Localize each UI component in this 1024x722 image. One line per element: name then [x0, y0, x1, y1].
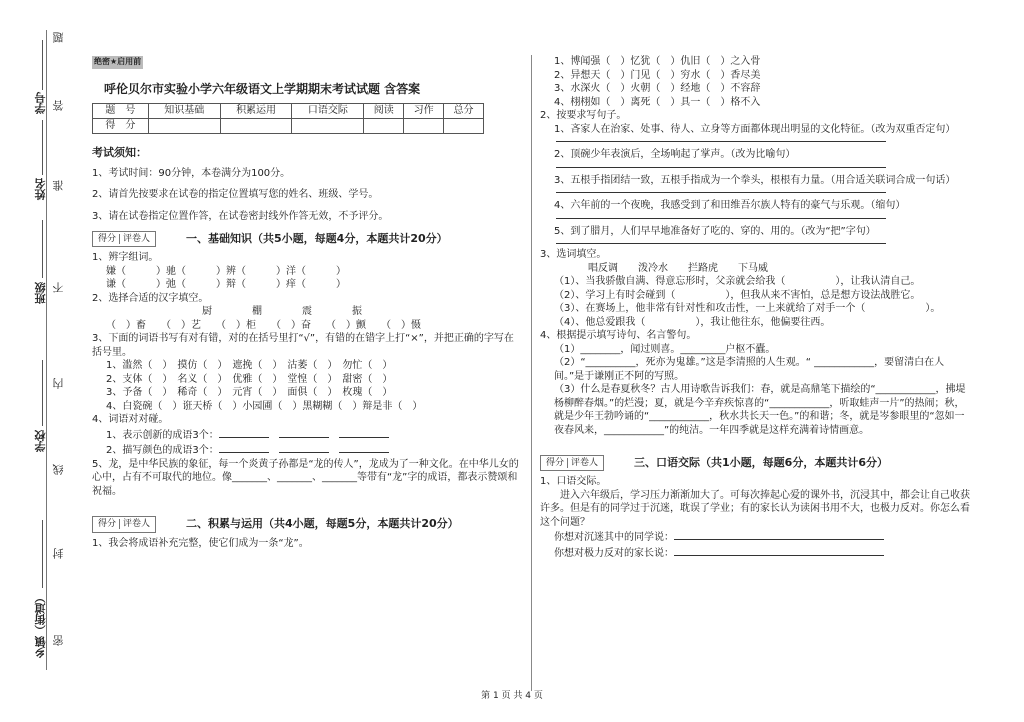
question-line: 厨 棚 震 振 — [202, 306, 362, 318]
score-cell[interactable] — [148, 118, 220, 133]
question-line: 4、词语对对碰。 — [92, 414, 169, 426]
notice-item: 1、考试时间：90分钟，本卷满分为100分。 — [92, 167, 291, 179]
secret-badge: 绝密★启用前 — [92, 56, 143, 69]
binding-margin — [0, 0, 80, 722]
township-label: 乡镇（街道） — [34, 592, 47, 658]
question-line: （4）、他总爱跟我（ ），我让他往东，他偏要往西。 — [554, 316, 831, 328]
class-label: 班级 — [34, 282, 47, 304]
answer-prompt: 你想对极力反对的家长说： — [540, 545, 972, 561]
section-header — [92, 231, 522, 247]
school-label: 学校 — [34, 430, 47, 452]
answer-line[interactable] — [556, 164, 886, 168]
word-bank: 唱反调 泼冷水 拦路虎 下马威 — [588, 262, 768, 274]
question-line: 3、予备（ ） 稀奇（ ） 元宵（ ） 面俱（ ） 枚瑰（ ） — [106, 387, 393, 399]
question-line: 1、滥然（ ） 摸仿（ ） 遮挽（ ） 沽萎（ ） 勿忙（ ） — [106, 360, 393, 372]
question-line: （ ）畜 （ ）艺 （ ）柜 （ ）奋 （ ）颤 （ ）慑 — [106, 319, 421, 331]
section-2-heading: 二、积累与运用（共4小题，每题5分，本题共计20分） — [186, 517, 459, 531]
seal-char: 线 — [52, 464, 65, 475]
seal-char: 题 — [52, 32, 65, 43]
seal-char: 准 — [52, 180, 65, 191]
question-line: 2、选择合适的汉字填空。 — [92, 292, 209, 304]
table-row — [93, 103, 484, 118]
table-header-cell: 总分 — [444, 103, 484, 118]
answer-prompt: 你想对沉迷其中的同学说： — [540, 529, 972, 545]
question-line: 1、表示创新的成语3个： — [92, 427, 522, 443]
answer-blank[interactable] — [674, 529, 884, 540]
township-line[interactable] — [42, 520, 43, 588]
question-line: 1、辨字组词。 — [92, 252, 159, 264]
class-line[interactable] — [42, 220, 43, 278]
question-line: 1、吝家人在治家、处事、待人、立身等方面都体现出明显的文化特征。（改为双重否定句） — [554, 123, 956, 135]
answer-blank[interactable] — [219, 442, 269, 453]
question-line: （1）________，闻过则喜。_________户枢不蠹。 — [554, 343, 776, 355]
seal-char: 密 — [52, 635, 65, 646]
table-header-cell: 知识基础 — [148, 103, 220, 118]
section-header — [92, 516, 522, 532]
score-cell[interactable] — [364, 118, 404, 133]
grader-box: 得分 评卷人 — [92, 516, 156, 532]
notice-heading: 考试须知： — [92, 145, 147, 159]
question-line: 3、选词填空。 — [540, 249, 607, 260]
score-table — [92, 103, 484, 134]
question-line: 2、描写颜色的成语3个： — [92, 442, 522, 458]
question-line: 2、异想天（ ）门见（ ）穷水（ ）香尽美 — [554, 69, 761, 81]
question-line: 1、博闻强（ ）忆犹（ ）仇旧（ ）之入骨 — [554, 56, 761, 67]
grader-box: 得分 评卷人 — [92, 231, 156, 247]
notice-item: 2、请首先按要求在试卷的指定位置填写您的姓名、班级、学号。 — [92, 189, 379, 201]
question-line: 5、到了腊月，人们早早地准备好了吃的、穿的、用的。（改为“把”字句） — [554, 225, 876, 237]
question-line: 嫌（ ）驰（ ）辨（ ）洋（ ） — [106, 265, 346, 277]
question-paragraph: 进入六年级后，学习压力渐渐加大了。可每次捧起心爱的课外书，沉浸其中，都会让自己收获许多。但是有的同学过于沉迷，耽误了学业；有的家长认为读闲书用不大，也极力反对。你怎么看这个问题？ — [540, 489, 970, 528]
name-label: 姓名 — [34, 178, 47, 200]
answer-blank[interactable] — [279, 442, 329, 453]
answer-line[interactable] — [556, 138, 886, 142]
score-cell[interactable] — [404, 118, 444, 133]
table-header-cell: 阅读 — [364, 103, 404, 118]
question-line: 4、根据提示填写诗句、名言警句。 — [540, 330, 697, 341]
seal-line — [46, 30, 47, 670]
question-line: 4、白瓷碗（ ）诳天桥（ ）小园圃（ ）黑糊糊（ ）辩是非（ ） — [106, 400, 423, 412]
answer-blank[interactable] — [674, 545, 884, 556]
answer-blank[interactable] — [279, 427, 329, 438]
answer-line[interactable] — [556, 240, 886, 244]
section-1-heading: 一、基础知识（共5小题，每题4分，本题共计20分） — [186, 231, 448, 245]
seal-char: 不 — [52, 282, 65, 293]
grader-box: 得分 评卷人 — [540, 455, 604, 471]
question-line: 3、五根手指团结一致，五根手指成为一个拳头，根根有力量。（用合适关联词合成一句话） — [554, 174, 956, 186]
answer-blank[interactable] — [339, 442, 389, 453]
score-cell[interactable] — [292, 118, 364, 133]
answer-line[interactable] — [556, 189, 886, 193]
student-id-label: 学号 — [34, 92, 47, 114]
question-line: 2、按要求写句子。 — [540, 110, 627, 121]
question-line: （2）“__________，死亦为鬼雄。”这是李清照的人生观。“ ____________，要留清白在人间。”是于谦刚正不阿的写照。 — [554, 357, 945, 382]
right-column — [540, 55, 972, 560]
column-divider — [531, 55, 532, 691]
question-line: 4、栩栩如（ ）离死（ ）具一（ ）格不入 — [554, 96, 761, 108]
table-row-label: 得 分 — [93, 118, 149, 133]
question-line: （3）什么是春夏秋冬？古人用诗歌告诉我们：春，就是高鼎笔下描绘的“____________，拂堤杨柳醉春烟。”的烂漫；夏，就是今辛弃疾惊喜的“____________，听取蛙声一片”的热闹；秋，就是少年王勃吟诵的“____________，秋水共长天一色。”的和谐；冬，就是岑参眼里的“忽如一夜春风来，____________”的纯洁。一年四季就是这样充满着诗情画意。 — [554, 384, 966, 436]
answer-blank[interactable] — [219, 427, 269, 438]
table-row — [93, 118, 484, 133]
question-line: 谦（ ）弛（ ）辩（ ）痒（ ） — [106, 279, 346, 291]
name-line[interactable] — [42, 120, 43, 175]
notice-item: 3、请在试卷指定位置作答，在试卷密封线外作答无效，不予评分。 — [92, 210, 389, 222]
answer-line[interactable] — [556, 215, 886, 219]
section-header — [540, 455, 972, 471]
seal-char: 内 — [52, 378, 65, 389]
question-line: 4、六年前的一个夜晚，我感受到了和田维吾尔族人特有的豪气与乐观。（缩句） — [554, 200, 906, 211]
exam-title: 呼伦贝尔市实验小学六年级语文上学期期末考试试题 含答案 — [104, 81, 421, 96]
question-line: 1、我会将成语补充完整，使它们成为一条“龙”。 — [92, 537, 309, 549]
seal-char: 封 — [52, 548, 65, 559]
question-line: （3）、在赛场上，他非常有针对性和攻击性，一上来就给了对手一个（ ）。 — [554, 303, 941, 314]
table-header-cell: 积累运用 — [220, 103, 292, 118]
question-line: 2、顶碗少年表演后，全场响起了掌声。（改为比喻句） — [554, 149, 796, 160]
question-line: 3、下面的词语书写有对有错，对的在括号里打“√”，有错的在错字上打“×”，并把正确的字写在括号里。 — [92, 333, 514, 358]
table-header-cell: 习作 — [404, 103, 444, 118]
question-line: 1、口语交际。 — [540, 476, 607, 488]
score-cell[interactable] — [444, 118, 484, 133]
student-id-line[interactable] — [42, 40, 43, 90]
page-footer: 第 1 页 共 4 页 — [481, 691, 543, 701]
question-line: 2、支体（ ） 名义（ ） 优雅（ ） 堂惶（ ） 甜密（ ） — [106, 373, 393, 385]
question-line: （2）、学习上有时会碰到（ ），但我从来不害怕，总是想方设法战胜它。 — [554, 289, 921, 301]
seal-char: 答 — [52, 100, 65, 111]
answer-blank[interactable] — [339, 427, 389, 438]
table-header-cell: 题 号 — [93, 103, 149, 118]
school-line[interactable] — [42, 360, 43, 426]
section-3-heading: 三、口语交际（共1小题，每题6分，本题共计6分） — [634, 455, 888, 469]
question-line: 5、龙，是中华民族的象征，每一个炎黄子孙都是“龙的传人”，龙成为了一种文化。在中华儿女的心中，占有不可取代的地位。像_______、_______、_______等带有“龙”字的成语，都表示赞颂和祝福。 — [92, 458, 519, 497]
question-line: （1）、当我骄傲自满、得意忘形时，父亲就会给我（ ），让我认清自己。 — [554, 276, 921, 287]
question-line: 3、水深火（ ）火朝（ ）经地（ ）不容辞 — [554, 83, 761, 94]
table-header-cell: 口语交际 — [292, 103, 364, 118]
left-column — [92, 55, 522, 550]
score-cell[interactable] — [220, 118, 292, 133]
